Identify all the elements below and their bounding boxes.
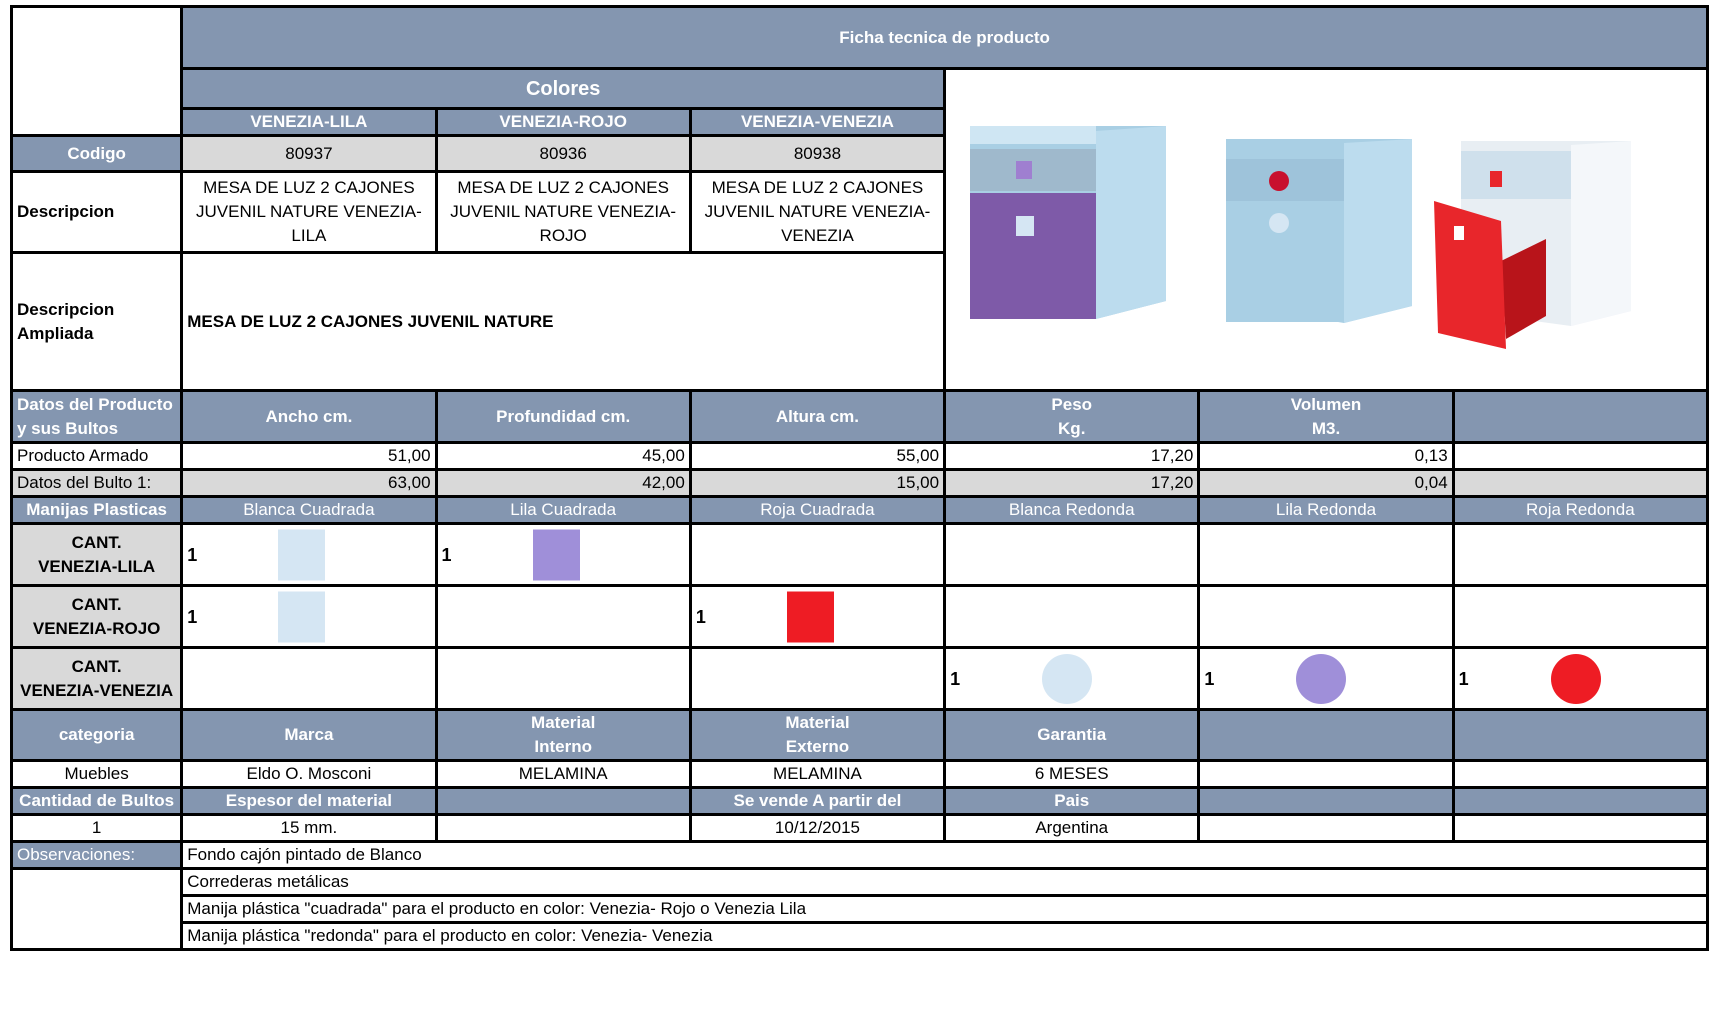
categoria-value: Muebles: [12, 761, 182, 788]
observacion-1: Correderas metálicas: [182, 869, 1708, 896]
material-interno-header: [436, 710, 690, 761]
variant-color-1: VENEZIA-ROJO: [436, 109, 690, 136]
cantidad-label-2: [12, 648, 182, 710]
cantidad-cell: [1199, 648, 1453, 710]
producto-armado-volumen: 0,13: [1199, 443, 1453, 470]
pais-value: Argentina: [945, 815, 1199, 842]
volumen-header-line1: Volumen: [1290, 394, 1362, 414]
info2-value-empty-1: [1199, 815, 1453, 842]
altura-header: Altura cm.: [690, 391, 944, 443]
bulto-profundidad: 42,00: [436, 470, 690, 497]
cantidad-row-2: [12, 648, 1708, 710]
descripcion-ampliada-label-line2: Ampliada: [17, 323, 94, 343]
espesor-value: 15 mm.: [182, 815, 436, 842]
se-vende-value: 10/12/2015: [690, 815, 944, 842]
cantidad-label-0-line1: CANT.: [71, 532, 122, 552]
cantidad-cell: [690, 524, 944, 586]
variant-codigo-1: 80936: [436, 136, 690, 172]
cantidad-cell: [945, 524, 1199, 586]
material-interno-value: MELAMINA: [436, 761, 690, 788]
info-value-empty-1: [1199, 761, 1453, 788]
datos-producto-label-line2: y sus Bultos: [17, 418, 119, 438]
manija-swatch-square: [278, 591, 325, 642]
datos-producto-label: [12, 391, 182, 443]
cantidad-label-2-line2: VENEZIA-VENEZIA: [20, 680, 174, 700]
cantidad-value: 1: [1204, 668, 1215, 689]
manija-swatch-round: [1296, 654, 1346, 704]
cantidad-cell: [436, 648, 690, 710]
manija-swatch-square: [533, 529, 580, 580]
variant-color-0: VENEZIA-LILA: [182, 109, 436, 136]
manija-swatch-round: [1042, 654, 1092, 704]
cantidad-cell: [1199, 524, 1453, 586]
info-header-empty-2: [1453, 710, 1707, 761]
variant-color-2: VENEZIA-VENEZIA: [690, 109, 944, 136]
cantidad-cell: [1453, 586, 1707, 648]
peso-header-line1: Peso: [1051, 394, 1093, 414]
product-photos: [946, 71, 1645, 389]
bulto-ancho: 63,00: [182, 470, 436, 497]
cantidad-label-0-line2: VENEZIA-LILA: [38, 556, 156, 576]
cantidad-bultos-header: Cantidad de Bultos: [12, 788, 182, 815]
cantidad-row-0: [12, 524, 1708, 586]
manijas-label: Manijas Plasticas: [12, 497, 182, 524]
info2-header-empty-1: [1199, 788, 1453, 815]
profundidad-header: Profundidad cm.: [436, 391, 690, 443]
cantidad-label-1-line2: VENEZIA-ROJO: [32, 618, 161, 638]
manija-name-4: Lila Redonda: [1199, 497, 1453, 524]
material-externo-value: MELAMINA: [690, 761, 944, 788]
cantidad-cell: [945, 586, 1199, 648]
logo-area: [12, 7, 182, 136]
variant-codigo-2: 80938: [690, 136, 944, 172]
descripcion-ampliada-label: [12, 253, 182, 391]
cantidad-cell: [1453, 524, 1707, 586]
info-value-empty-2: [1453, 761, 1707, 788]
datos-producto-label-line1: Datos del Producto: [17, 394, 173, 414]
codigo-label: Codigo: [12, 136, 182, 172]
dimension-header-empty: [1453, 391, 1707, 443]
cantidad-cell: [1453, 648, 1707, 710]
ancho-header: Ancho cm.: [182, 391, 436, 443]
cantidad-value: 1: [695, 606, 706, 627]
colores-header: Colores: [182, 69, 945, 109]
cantidad-cell: [945, 648, 1199, 710]
peso-header-line2: Kg.: [1058, 418, 1086, 438]
manija-name-3: Blanca Redonda: [945, 497, 1199, 524]
descripcion-label: Descripcion: [12, 172, 182, 253]
product-images: [945, 69, 1708, 391]
cantidad-cell: [182, 586, 436, 648]
cantidad-cell: [690, 648, 944, 710]
peso-header: [945, 391, 1199, 443]
cantidad-value: 1: [950, 668, 961, 689]
cantidad-label-1: [12, 586, 182, 648]
observacion-2: Manija plástica "cuadrada" para el producto en color: Venezia- Rojo o Venezia Lila: [182, 896, 1708, 923]
producto-armado-peso: 17,20: [945, 443, 1199, 470]
bulto-empty: [1453, 470, 1707, 497]
cantidad-value: 1: [441, 544, 452, 565]
observacion-3: Manija plástica "redonda" para el producto en color: Venezia- Venezia: [182, 923, 1708, 950]
observacion-0: Fondo cajón pintado de Blanco: [182, 842, 1708, 869]
marca-header: Marca: [182, 710, 436, 761]
cantidad-label-2-line1: CANT.: [71, 656, 122, 676]
bulto-peso: 17,20: [945, 470, 1199, 497]
product-sheet: [10, 5, 1709, 951]
descripcion-ampliada-label-line1: Descripcion: [17, 299, 115, 319]
cantidad-value: 1: [187, 606, 198, 627]
bulto-altura: 15,00: [690, 470, 944, 497]
manija-swatch-square: [787, 591, 834, 642]
material-externo-header-line1: Material: [785, 713, 850, 732]
cantidad-cell: [690, 586, 944, 648]
volumen-header-line2: M3.: [1311, 418, 1341, 438]
producto-armado-altura: 55,00: [690, 443, 944, 470]
cantidad-cell: [436, 586, 690, 648]
manija-name-2: Roja Cuadrada: [690, 497, 944, 524]
cabinet-lila-image: [970, 126, 1166, 319]
variant-codigo-0: 80937: [182, 136, 436, 172]
descripcion-ampliada-value: MESA DE LUZ 2 CAJONES JUVENIL NATURE: [182, 253, 945, 391]
manija-name-1: Lila Cuadrada: [436, 497, 690, 524]
marca-value: Eldo O. Mosconi: [182, 761, 436, 788]
observaciones-label: Observaciones:: [12, 842, 182, 869]
cantidad-row-1: [12, 586, 1708, 648]
observaciones-blank: [12, 869, 182, 950]
producto-armado-profundidad: 45,00: [436, 443, 690, 470]
info2-value-empty-0: [436, 815, 690, 842]
cantidad-bultos-value: 1: [12, 815, 182, 842]
cantidad-value: 1: [1458, 668, 1469, 689]
material-interno-header-line2: Interno: [534, 737, 592, 756]
cantidad-cell: [436, 524, 690, 586]
cantidad-cell: [182, 648, 436, 710]
info2-header-empty-2: [1453, 788, 1707, 815]
variant-descripcion-2: MESA DE LUZ 2 CAJONES JUVENIL NATURE VENEZIA-VENEZIA: [690, 172, 944, 253]
manija-swatch-round: [1551, 654, 1601, 704]
page-title: Ficha tecnica de producto: [182, 7, 1708, 69]
cantidad-label-0: [12, 524, 182, 586]
cabinet-rojo-image: [1226, 139, 1412, 323]
espesor-header: Espesor del material: [182, 788, 436, 815]
volumen-header: [1199, 391, 1453, 443]
cantidad-label-1-line1: CANT.: [71, 594, 122, 614]
manija-name-5: Roja Redonda: [1453, 497, 1707, 524]
bulto-volumen: 0,04: [1199, 470, 1453, 497]
producto-armado-ancho: 51,00: [182, 443, 436, 470]
info2-header-empty-0: [436, 788, 690, 815]
manija-swatch-square: [278, 529, 325, 580]
cantidad-value: 1: [187, 544, 198, 565]
variant-descripcion-1: MESA DE LUZ 2 CAJONES JUVENIL NATURE VENEZIA-ROJO: [436, 172, 690, 253]
material-externo-header-line2: Externo: [785, 737, 850, 756]
producto-armado-empty: [1453, 443, 1707, 470]
cantidad-cell: [1199, 586, 1453, 648]
material-externo-header: [690, 710, 944, 761]
pais-header: Pais: [945, 788, 1199, 815]
se-vende-header: Se vende A partir del: [690, 788, 944, 815]
bulto-label: Datos del Bulto 1:: [12, 470, 182, 497]
garantia-header: Garantia: [945, 710, 1199, 761]
garantia-value: 6 MESES: [945, 761, 1199, 788]
material-interno-header-line1: Material: [531, 713, 596, 732]
variant-descripcion-0: MESA DE LUZ 2 CAJONES JUVENIL NATURE VENEZIA-LILA: [182, 172, 436, 253]
info2-value-empty-2: [1453, 815, 1707, 842]
manija-name-0: Blanca Cuadrada: [182, 497, 436, 524]
producto-armado-label: Producto Armado: [12, 443, 182, 470]
categoria-header: categoria: [12, 710, 182, 761]
info-header-empty-1: [1199, 710, 1453, 761]
cantidad-cell: [182, 524, 436, 586]
cabinet-venezia-image: [1434, 141, 1631, 349]
